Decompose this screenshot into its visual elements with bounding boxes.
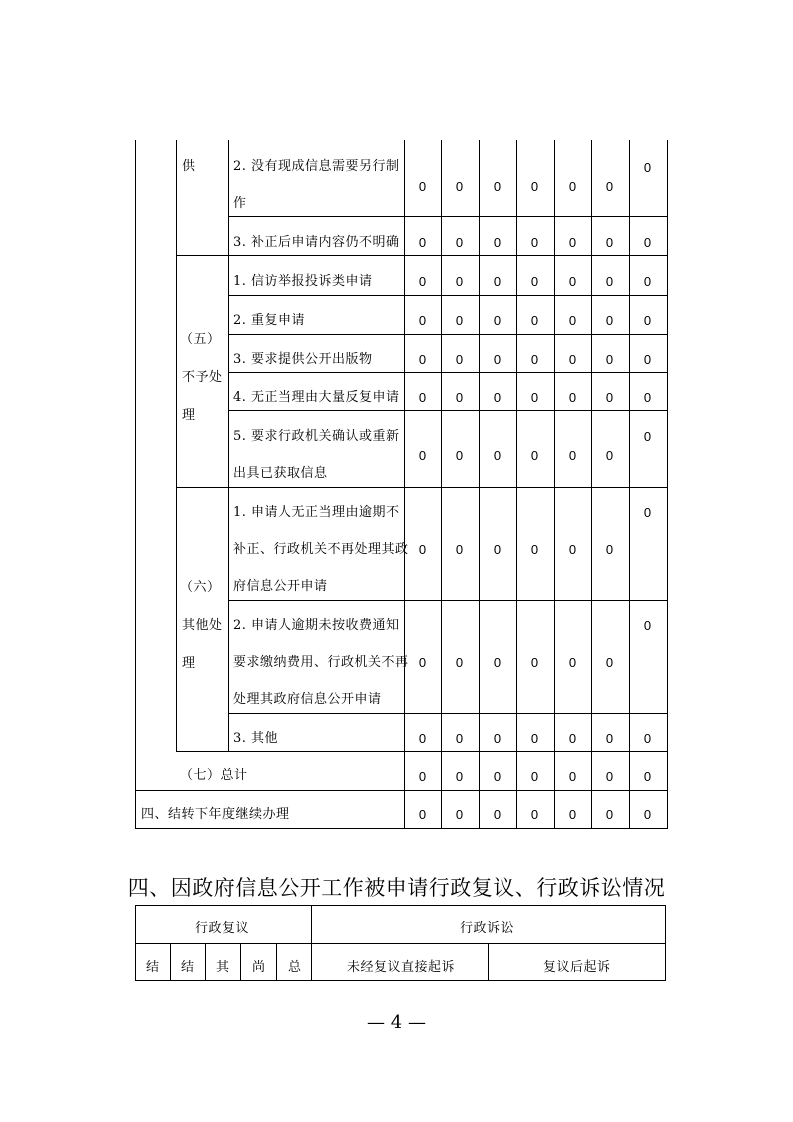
- value-cell: 0: [418, 448, 427, 463]
- value-cell: 0: [643, 769, 652, 784]
- value-cell: 0: [530, 235, 539, 250]
- value-cell: 0: [530, 313, 539, 328]
- value-cell: 0: [643, 731, 652, 746]
- review-subcol: 尚: [252, 960, 266, 975]
- category-number-6: （六）: [180, 580, 221, 595]
- value-cell: 0: [568, 542, 577, 557]
- value-cell: 0: [455, 274, 464, 289]
- value-cell: 0: [643, 429, 652, 444]
- value-cell: 0: [530, 655, 539, 670]
- row-description-line: 5. 要求行政机关确认或重新: [233, 429, 400, 444]
- value-cell: 0: [418, 769, 427, 784]
- value-cell: 0: [418, 390, 427, 405]
- value-cell: 0: [493, 352, 502, 367]
- review-subcol: 结: [181, 960, 195, 975]
- value-cell: 0: [568, 179, 577, 194]
- value-cell: 0: [605, 542, 614, 557]
- value-cell: 0: [530, 390, 539, 405]
- value-cell: 0: [493, 769, 502, 784]
- value-cell: 0: [568, 390, 577, 405]
- value-cell: 0: [493, 179, 502, 194]
- value-cell: 0: [643, 160, 652, 175]
- value-cell: 0: [530, 769, 539, 784]
- section-4-heading: 四、因政府信息公开工作被申请行政复议、行政诉讼情况: [127, 876, 666, 900]
- value-cell: 0: [605, 448, 614, 463]
- value-cell: 0: [530, 807, 539, 822]
- value-cell: 0: [418, 352, 427, 367]
- row-description-line: 府信息公开申请: [233, 579, 328, 594]
- value-cell: 0: [605, 731, 614, 746]
- value-cell: 0: [455, 448, 464, 463]
- value-cell: 0: [605, 313, 614, 328]
- value-cell: 0: [605, 390, 614, 405]
- value-cell: 0: [605, 769, 614, 784]
- value-cell: 0: [418, 542, 427, 557]
- row-description: [233, 148, 400, 222]
- value-cell: 0: [643, 618, 652, 633]
- value-cell: 0: [455, 769, 464, 784]
- row-description: 1. 信访举报投诉类申请: [233, 274, 373, 289]
- category-label-6-line2: 理: [182, 656, 196, 671]
- value-cell: 0: [568, 731, 577, 746]
- value-cell: 0: [530, 274, 539, 289]
- row-description-line: 2. 没有现成信息需要另行制: [233, 159, 400, 174]
- value-cell: 0: [530, 448, 539, 463]
- row-description: 3. 要求提供公开出版物: [233, 352, 373, 367]
- value-cell: 0: [493, 807, 502, 822]
- value-cell: 0: [530, 542, 539, 557]
- row-description-line: 要求缴纳费用、行政机关不再: [233, 655, 409, 670]
- value-cell: 0: [418, 731, 427, 746]
- category-label-5-line1: 不予处: [182, 370, 223, 385]
- row-description-line: 2. 申请人逾期未按收费通知: [233, 618, 400, 633]
- admin-review-header: 行政复议: [195, 921, 250, 936]
- value-cell: 0: [455, 731, 464, 746]
- page-number: — 4 —: [367, 1012, 426, 1033]
- review-subcol: 结: [146, 960, 160, 975]
- value-cell: 0: [605, 655, 614, 670]
- value-cell: 0: [418, 313, 427, 328]
- value-cell: 0: [568, 235, 577, 250]
- value-cell: 0: [493, 313, 502, 328]
- value-cell: 0: [455, 179, 464, 194]
- value-cell: 0: [643, 505, 652, 520]
- value-cell: 0: [418, 655, 427, 670]
- value-cell: 0: [418, 235, 427, 250]
- value-cell: 0: [418, 807, 427, 822]
- value-cell: 0: [530, 352, 539, 367]
- value-cell: 0: [568, 352, 577, 367]
- value-cell: 0: [605, 352, 614, 367]
- value-cell: 0: [455, 390, 464, 405]
- value-cell: 0: [530, 731, 539, 746]
- value-cell: 0: [418, 179, 427, 194]
- row-description-line: 作: [233, 196, 247, 211]
- value-cell: 0: [455, 655, 464, 670]
- value-cell: 0: [418, 274, 427, 289]
- category-label-provide: 供: [182, 159, 196, 174]
- value-cell: 0: [568, 807, 577, 822]
- value-cell: 0: [455, 352, 464, 367]
- row-description: 4. 无正当理由大量反复申请: [233, 390, 400, 405]
- value-cell: 0: [455, 807, 464, 822]
- value-cell: 0: [493, 390, 502, 405]
- row-description-line: 处理其政府信息公开申请: [233, 692, 382, 707]
- category-number-5: （五）: [180, 332, 221, 347]
- value-cell: 0: [605, 179, 614, 194]
- row-description: [233, 607, 409, 718]
- category-label-5-line2: 理: [182, 408, 196, 423]
- carryover-label: 四、结转下年度继续办理: [141, 807, 290, 822]
- value-cell: 0: [605, 235, 614, 250]
- row-description-line: 补正、行政机关不再处理其政: [233, 542, 409, 557]
- row-description: 3. 补正后申请内容仍不明确: [233, 235, 400, 250]
- value-cell: 0: [643, 313, 652, 328]
- row-description: [233, 494, 409, 605]
- value-cell: 0: [605, 807, 614, 822]
- value-cell: 0: [455, 235, 464, 250]
- row-description: 3. 其他: [233, 731, 279, 746]
- row-description: [233, 418, 400, 492]
- value-cell: 0: [643, 807, 652, 822]
- value-cell: 0: [493, 542, 502, 557]
- row-description: 2. 重复申请: [233, 313, 306, 328]
- value-cell: 0: [643, 390, 652, 405]
- value-cell: 0: [643, 235, 652, 250]
- category-label-6-line1: 其他处: [182, 618, 223, 633]
- value-cell: 0: [568, 655, 577, 670]
- value-cell: 0: [493, 448, 502, 463]
- value-cell: 0: [568, 313, 577, 328]
- row-description-line: 出具已获取信息: [233, 466, 328, 481]
- value-cell: 0: [493, 235, 502, 250]
- value-cell: 0: [568, 448, 577, 463]
- value-cell: 0: [605, 274, 614, 289]
- review-subcol: 其: [216, 960, 230, 975]
- direct-suit-header: 未经复议直接起诉: [347, 960, 456, 975]
- value-cell: 0: [493, 731, 502, 746]
- value-cell: 0: [455, 542, 464, 557]
- review-subcol: 总: [288, 960, 302, 975]
- admin-litigation-header: 行政诉讼: [460, 921, 515, 936]
- value-cell: 0: [568, 769, 577, 784]
- value-cell: 0: [643, 352, 652, 367]
- value-cell: 0: [643, 274, 652, 289]
- row-description-line: 1. 申请人无正当理由逾期不: [233, 505, 400, 520]
- value-cell: 0: [568, 274, 577, 289]
- value-cell: 0: [493, 274, 502, 289]
- total-label: （七）总计: [180, 768, 248, 783]
- value-cell: 0: [455, 313, 464, 328]
- value-cell: 0: [493, 655, 502, 670]
- after-review-suit-header: 复议后起诉: [543, 960, 611, 975]
- value-cell: 0: [530, 179, 539, 194]
